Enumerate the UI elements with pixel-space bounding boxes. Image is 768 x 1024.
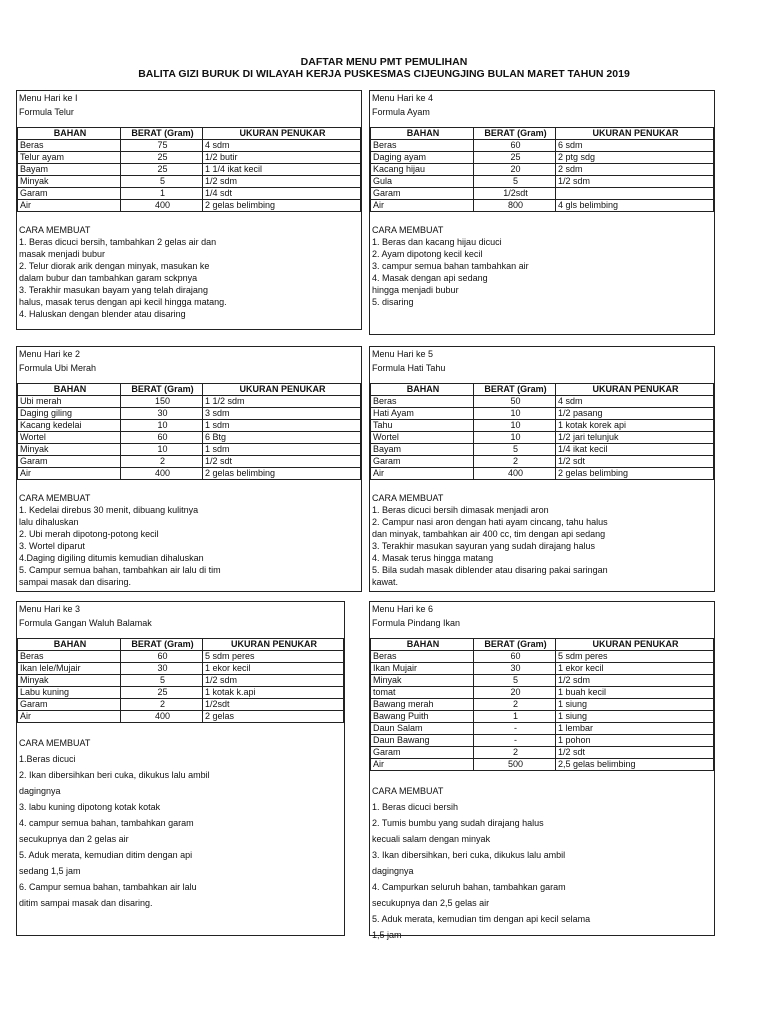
col-header-ukuran: UKURAN PENUKAR [556, 128, 714, 140]
ingredient-name: Hati Ayam [371, 408, 474, 420]
ingredients-table [370, 127, 714, 212]
menu-day-label: Menu Hari ke I [19, 93, 78, 103]
menu-formula-label: Formula Hati Tahu [372, 363, 446, 373]
cooking-steps [17, 224, 361, 320]
ingredient-weight: 10 [474, 420, 556, 432]
ingredient-measure: 2 ptg sdg [556, 152, 714, 164]
ingredient-name: Air [371, 759, 474, 771]
ingredient-name: Minyak [18, 444, 121, 456]
ingredient-measure: 4 sdm [556, 396, 714, 408]
ingredient-weight: 10 [121, 444, 203, 456]
table-row [18, 456, 361, 468]
cara-membuat-heading: CARA MEMBUAT [19, 225, 91, 235]
cara-membuat-heading: CARA MEMBUAT [372, 786, 444, 796]
ingredient-measure: 2 gelas [203, 711, 344, 723]
col-header-ukuran: UKURAN PENUKAR [203, 384, 361, 396]
ingredient-name: Garam [371, 456, 474, 468]
ingredient-measure: 2 gelas belimbing [556, 468, 714, 480]
table-row [371, 176, 714, 188]
table-row [18, 444, 361, 456]
step-line: kecuali salam dengan minyak [372, 834, 491, 844]
ingredient-measure: 1 kotak k.api [203, 687, 344, 699]
ingredient-name: Garam [18, 188, 121, 200]
table-row [18, 396, 361, 408]
table-row [18, 176, 361, 188]
table-row [18, 663, 344, 675]
ingredient-measure: 1/2 butir [203, 152, 361, 164]
table-row [371, 432, 714, 444]
menu-card-day-2 [16, 346, 362, 592]
step-line: 1. Kedelai direbus 30 menit, dibuang kulitnya [19, 505, 199, 515]
step-line: 5. disaring [372, 297, 414, 307]
menu-formula-label: Formula Ayam [372, 107, 430, 117]
step-line: ditim sampai masak dan disaring. [19, 898, 153, 908]
table-row [371, 188, 714, 200]
col-header-berat: BERAT (Gram) [474, 639, 556, 651]
step-line: 5. Aduk merata, kemudian tim dengan api kecil selama [372, 914, 591, 924]
ingredient-weight: 2 [121, 456, 203, 468]
step-line: 5. Bila sudah masak diblender atau disaring pakai saringan [372, 565, 608, 575]
step-line: 4. Campurkan seluruh bahan, tambahkan garam [372, 882, 566, 892]
ingredient-name: Beras [371, 651, 474, 663]
step-line: 3. campur semua bahan tambahkan air [372, 261, 529, 271]
table-row [18, 408, 361, 420]
ingredient-weight: 5 [121, 675, 203, 687]
col-header-bahan: BAHAN [18, 384, 121, 396]
ingredients-table [17, 127, 361, 212]
ingredient-name: Air [18, 468, 121, 480]
table-row [371, 420, 714, 432]
ingredient-name: Beras [18, 140, 121, 152]
menu-day-label: Menu Hari ke 3 [19, 604, 81, 614]
ingredient-weight: 75 [121, 140, 203, 152]
table-row [371, 663, 714, 675]
ingredients-table [370, 638, 714, 771]
cara-membuat-heading: CARA MEMBUAT [19, 738, 91, 748]
step-line: 6. Campur semua bahan, tambahkan air lalu [19, 882, 197, 892]
ingredient-name: Gula [371, 176, 474, 188]
menu-card-day-3 [16, 601, 345, 936]
step-line: 4. Haluskan dengan blender atau disaring [19, 309, 186, 319]
menu-card-day-6 [369, 601, 715, 940]
ingredient-name: Bayam [18, 164, 121, 176]
col-header-berat: BERAT (Gram) [121, 639, 203, 651]
document-title: DAFTAR MENU PMT PEMULIHAN [300, 56, 468, 68]
ingredient-measure: 1/2 sdt [556, 747, 714, 759]
table-row [371, 651, 714, 663]
step-line: 1. Beras dan kacang hijau dicuci [372, 237, 502, 247]
table-row [18, 711, 344, 723]
table-row [18, 432, 361, 444]
step-line: dalam bubur dan tambahkan garam sckpnya [19, 273, 198, 283]
ingredient-name: Minyak [18, 176, 121, 188]
ingredient-name: Kacang hijau [371, 164, 474, 176]
ingredient-measure: 6 sdm [556, 140, 714, 152]
step-line: dagingnya [19, 786, 61, 796]
step-line: 4. campur semua bahan, tambahkan garam [19, 818, 194, 828]
step-line: kawat. [372, 577, 399, 587]
ingredient-measure: 1/2 sdt [203, 456, 361, 468]
col-header-bahan: BAHAN [371, 639, 474, 651]
ingredient-name: Air [18, 711, 121, 723]
ingredient-measure: 2,5 gelas belimbing [556, 759, 714, 771]
ingredient-name: Ikan Mujair [371, 663, 474, 675]
step-line: 1. Beras dicuci bersih [372, 802, 459, 812]
step-line: hingga menjadi bubur [372, 285, 459, 295]
ingredient-name: Beras [371, 140, 474, 152]
step-line: 5. Campur semua bahan, tambahkan air lalu di tim [19, 565, 221, 575]
table-row [18, 675, 344, 687]
ingredient-name: Wortel [371, 432, 474, 444]
ingredient-name: Minyak [18, 675, 121, 687]
ingredient-measure: 1 ekor kecil [556, 663, 714, 675]
col-header-ukuran: UKURAN PENUKAR [556, 384, 714, 396]
step-line: 3. labu kuning dipotong kotak kotak [19, 802, 161, 812]
col-header-bahan: BAHAN [18, 639, 121, 651]
ingredient-weight: 20 [474, 687, 556, 699]
menu-day-label: Menu Hari ke 6 [372, 604, 434, 614]
table-row [371, 675, 714, 687]
table-row [371, 723, 714, 735]
ingredient-measure: 1/4 ikat kecil [556, 444, 714, 456]
ingredient-measure: 1 1/2 sdm [203, 396, 361, 408]
col-header-bahan: BAHAN [18, 128, 121, 140]
step-line: 3. Terakhir masukan sayuran yang sudah dirajang halus [372, 541, 595, 551]
menu-formula-label: Formula Ubi Merah [19, 363, 97, 373]
ingredient-weight: - [474, 723, 556, 735]
table-row [18, 699, 344, 711]
step-line: 3. Terakhir masukan bayam yang telah dirajang [19, 285, 208, 295]
menu-card-day-4 [369, 90, 715, 335]
col-header-berat: BERAT (Gram) [121, 128, 203, 140]
ingredient-name: Minyak [371, 675, 474, 687]
menu-day-label: Menu Hari ke 2 [19, 349, 81, 359]
col-header-ukuran: UKURAN PENUKAR [556, 639, 714, 651]
ingredient-name: Beras [18, 651, 121, 663]
ingredients-table [17, 383, 361, 480]
step-line: 4. Masak terus hingga matang [372, 553, 494, 563]
menu-card-day-5 [369, 346, 715, 592]
ingredient-name: Kacang kedelai [18, 420, 121, 432]
table-row [18, 152, 361, 164]
step-line: 2. Ubi merah dipotong-potong kecil [19, 529, 159, 539]
step-line: 3. Wortel diparut [19, 541, 85, 551]
step-line: lalu dihaluskan [19, 517, 79, 527]
ingredient-measure: 1/2 sdm [203, 176, 361, 188]
ingredient-measure: 1 1/4 ikat kecil [203, 164, 361, 176]
ingredient-name: Daun Bawang [371, 735, 474, 747]
col-header-ukuran: UKURAN PENUKAR [203, 128, 361, 140]
ingredient-name: tomat [371, 687, 474, 699]
ingredient-weight: 20 [474, 164, 556, 176]
ingredient-weight: 25 [474, 152, 556, 164]
step-line: 4. Masak dengan api sedang [372, 273, 488, 283]
table-row [371, 140, 714, 152]
ingredient-measure: 5 sdm peres [556, 651, 714, 663]
cooking-steps [370, 492, 714, 588]
table-row [18, 420, 361, 432]
step-line: secukupnya dan 2,5 gelas air [372, 898, 490, 908]
ingredient-weight: 25 [121, 164, 203, 176]
table-row [371, 468, 714, 480]
col-header-berat: BERAT (Gram) [474, 384, 556, 396]
ingredient-weight: 5 [474, 444, 556, 456]
table-row [18, 200, 361, 212]
ingredient-measure: 5 sdm peres [203, 651, 344, 663]
document-subtitle: BALITA GIZI BURUK DI WILAYAH KERJA PUSKESMAS CIJEUNGJING BULAN MARET TAHUN 2019 [138, 68, 630, 80]
ingredient-weight: 1 [121, 188, 203, 200]
table-row [371, 164, 714, 176]
col-header-bahan: BAHAN [371, 384, 474, 396]
ingredient-measure: 2 gelas belimbing [203, 200, 361, 212]
ingredient-weight: 1/2sdt [474, 188, 556, 200]
step-line: 1. Beras dicuci bersih dimasak menjadi aron [372, 505, 549, 515]
table-row [371, 759, 714, 771]
ingredient-weight: 5 [121, 176, 203, 188]
ingredient-measure: 1 pohon [556, 735, 714, 747]
ingredient-name: Wortel [18, 432, 121, 444]
table-row [371, 408, 714, 420]
ingredient-name: Daging ayam [371, 152, 474, 164]
ingredient-weight: 150 [121, 396, 203, 408]
table-row [18, 468, 361, 480]
ingredient-weight: 30 [121, 663, 203, 675]
step-line: dan minyak, tambahkan air 400 cc, tim dengan api sedang [372, 529, 606, 539]
ingredient-measure: 1 kotak korek api [556, 420, 714, 432]
ingredient-measure: 1 siung [556, 711, 714, 723]
ingredient-weight: 800 [474, 200, 556, 212]
step-line: masak menjadi bubur [19, 249, 106, 259]
step-line: sedang 1,5 jam [19, 866, 81, 876]
col-header-berat: BERAT (Gram) [474, 128, 556, 140]
ingredient-weight: 10 [474, 408, 556, 420]
menu-formula-label: Formula Pindang Ikan [372, 618, 461, 628]
ingredient-measure: 1/2 pasang [556, 408, 714, 420]
ingredient-weight: 60 [474, 140, 556, 152]
cooking-steps [17, 735, 344, 911]
menu-day-label: Menu Hari ke 5 [372, 349, 434, 359]
table-row [371, 456, 714, 468]
cara-membuat-heading: CARA MEMBUAT [372, 225, 444, 235]
ingredient-name: Beras [371, 396, 474, 408]
ingredient-measure [556, 188, 714, 200]
ingredient-weight: 60 [121, 432, 203, 444]
col-header-ukuran: UKURAN PENUKAR [203, 639, 344, 651]
ingredient-name: Air [371, 200, 474, 212]
ingredients-table [17, 638, 344, 723]
ingredient-name: Air [18, 200, 121, 212]
table-row [371, 687, 714, 699]
step-line: dagingnya [372, 866, 414, 876]
col-header-berat: BERAT (Gram) [121, 384, 203, 396]
ingredient-measure: 1 buah kecil [556, 687, 714, 699]
table-row [371, 747, 714, 759]
table-row [371, 711, 714, 723]
ingredient-measure: 1/2 jari telunjuk [556, 432, 714, 444]
table-row [371, 152, 714, 164]
step-line: 2. Campur nasi aron dengan hati ayam cincang, tahu halus [372, 517, 608, 527]
ingredient-weight: 2 [474, 456, 556, 468]
table-row [371, 735, 714, 747]
table-row [371, 699, 714, 711]
ingredient-measure: 1 siung [556, 699, 714, 711]
ingredient-measure: 3 sdm [203, 408, 361, 420]
ingredient-measure: 2 gelas belimbing [203, 468, 361, 480]
ingredient-name: Garam [371, 747, 474, 759]
ingredient-name: Daging giling [18, 408, 121, 420]
ingredient-measure: 1/2 sdm [556, 176, 714, 188]
ingredient-weight: 2 [474, 747, 556, 759]
ingredient-measure: 4 gls belimbing [556, 200, 714, 212]
ingredient-weight: 5 [474, 176, 556, 188]
ingredient-weight: 400 [121, 468, 203, 480]
ingredient-weight: 2 [121, 699, 203, 711]
step-line: sampai masak dan disaring. [19, 577, 132, 587]
ingredient-measure: 1 ekor kecil [203, 663, 344, 675]
ingredient-name: Labu kuning [18, 687, 121, 699]
ingredient-measure: 1 sdm [203, 420, 361, 432]
ingredient-name: Air [371, 468, 474, 480]
ingredient-measure: 1/2 sdt [556, 456, 714, 468]
table-row [371, 444, 714, 456]
ingredient-name: Telur ayam [18, 152, 121, 164]
ingredient-name: Bawang Puith [371, 711, 474, 723]
step-line: 2. Ayam dipotong kecil kecil [372, 249, 483, 259]
ingredient-name: Ikan lele/Mujair [18, 663, 121, 675]
ingredient-measure: 1/2sdt [203, 699, 344, 711]
ingredient-name: Tahu [371, 420, 474, 432]
step-line: 1. Beras dicuci bersih, tambahkan 2 gelas air dan [19, 237, 217, 247]
step-line: secukupnya dan 2 gelas air [19, 834, 129, 844]
ingredient-name: Bawang merah [371, 699, 474, 711]
menu-card-day-1 [16, 90, 362, 330]
step-line: 2. Tumis bumbu yang sudah dirajang halus [372, 818, 544, 828]
ingredient-name: Garam [371, 188, 474, 200]
menu-formula-label: Formula Gangan Waluh Balamak [19, 618, 152, 628]
table-row [18, 140, 361, 152]
ingredient-name: Daun Salam [371, 723, 474, 735]
ingredient-weight: 30 [474, 663, 556, 675]
ingredient-measure: 4 sdm [203, 140, 361, 152]
table-row [18, 651, 344, 663]
ingredients-table [370, 383, 714, 480]
ingredient-measure: 2 sdm [556, 164, 714, 176]
step-line: 1,5 jam [372, 930, 402, 940]
col-header-bahan: BAHAN [371, 128, 474, 140]
cooking-steps [370, 224, 714, 308]
ingredient-measure: 6 Btg [203, 432, 361, 444]
table-row [371, 396, 714, 408]
step-line: 3. Ikan dibersihkan, beri cuka, dikukus lalu ambil [372, 850, 566, 860]
ingredient-weight: 2 [474, 699, 556, 711]
step-line: 5. Aduk merata, kemudian ditim dengan api [19, 850, 193, 860]
cara-membuat-heading: CARA MEMBUAT [372, 493, 444, 503]
ingredient-measure: 1/4 sdt [203, 188, 361, 200]
ingredient-weight: 1 [474, 711, 556, 723]
ingredient-weight: 400 [121, 200, 203, 212]
ingredient-measure: 1 lembar [556, 723, 714, 735]
ingredient-measure: 1/2 sdm [203, 675, 344, 687]
cooking-steps [17, 492, 361, 588]
ingredient-name: Garam [18, 456, 121, 468]
step-line: 2. Ikan dibersihkan beri cuka, dikukus lalu ambil [19, 770, 210, 780]
table-row [18, 188, 361, 200]
ingredient-weight: 10 [474, 432, 556, 444]
ingredient-weight: 10 [121, 420, 203, 432]
ingredient-weight: 60 [474, 651, 556, 663]
ingredient-name: Bayam [371, 444, 474, 456]
cooking-steps [370, 783, 714, 943]
ingredient-name: Garam [18, 699, 121, 711]
ingredient-measure: 1 sdm [203, 444, 361, 456]
table-row [18, 687, 344, 699]
step-line: 2. Telur diorak arik dengan minyak, masukan ke [19, 261, 210, 271]
menu-formula-label: Formula Telur [19, 107, 74, 117]
table-row [18, 164, 361, 176]
menu-day-label: Menu Hari ke 4 [372, 93, 434, 103]
ingredient-weight: 30 [121, 408, 203, 420]
ingredient-weight: 25 [121, 152, 203, 164]
ingredient-weight: 50 [474, 396, 556, 408]
step-line: 1.Beras dicuci [19, 754, 76, 764]
ingredient-name: Ubi merah [18, 396, 121, 408]
cara-membuat-heading: CARA MEMBUAT [19, 493, 91, 503]
ingredient-weight: 400 [474, 468, 556, 480]
ingredient-weight: 25 [121, 687, 203, 699]
ingredient-weight: 500 [474, 759, 556, 771]
step-line: halus, masak terus dengan api kecil hingga matang. [19, 297, 227, 307]
ingredient-weight: - [474, 735, 556, 747]
ingredient-weight: 400 [121, 711, 203, 723]
step-line: 4.Daging digiling ditumis kemudian dihaluskan [19, 553, 204, 563]
ingredient-weight: 60 [121, 651, 203, 663]
ingredient-measure: 1/2 sdm [556, 675, 714, 687]
ingredient-weight: 5 [474, 675, 556, 687]
table-row [371, 200, 714, 212]
